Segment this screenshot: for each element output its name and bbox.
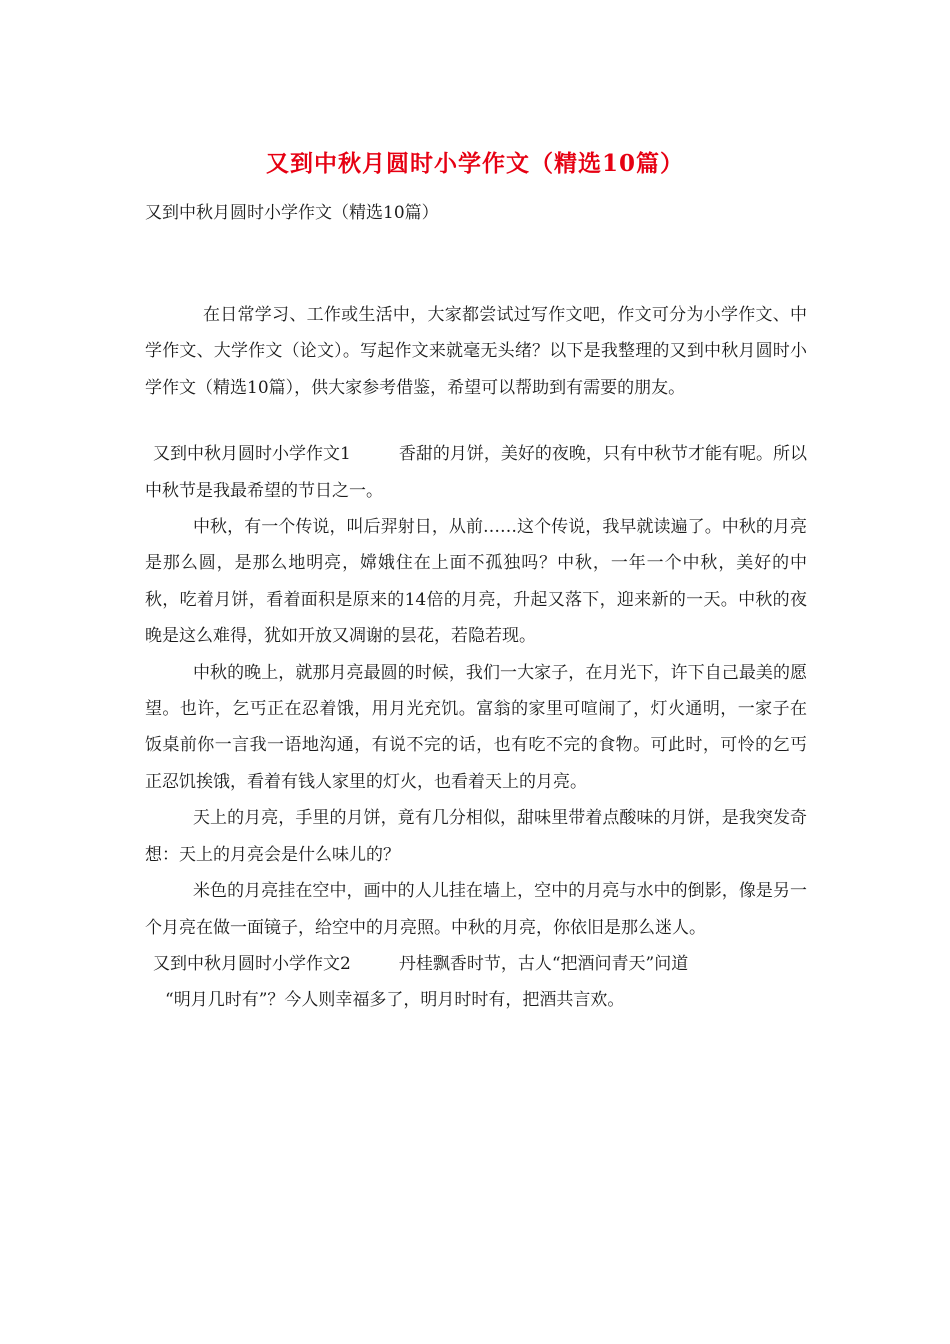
essay1-first-paragraph bbox=[145, 436, 807, 509]
paragraph-gap bbox=[145, 406, 807, 436]
document-body bbox=[145, 297, 807, 1019]
essay1-paragraph: 天上的月亮，手里的月饼，竟有几分相似，甜味里带着点酸味的月饼，是我突发奇想：天上的月亮会是什么味儿的？ bbox=[145, 808, 807, 865]
essay1-heading: 又到中秋月圆时小学作文1 bbox=[153, 444, 351, 465]
essay1-paragraph: 米色的月亮挂在空中，画中的人儿挂在墙上，空中的月亮与水中的倒影，像是另一个月亮在做一面镜子，给空中的月亮照。中秋的月亮，你依旧是那么迷人。 bbox=[145, 881, 807, 938]
essay2-heading: 又到中秋月圆时小学作文2 bbox=[153, 953, 351, 974]
essay1-first-text: 香甜的月饼，美好的夜晚，只有中秋节才能有呢。所以中秋节是我最希望的节日之一。 bbox=[145, 444, 807, 501]
essay2-first-line: 丹桂飘香时节，古人“把酒问青天”问道 bbox=[398, 953, 689, 974]
intro-paragraph: 在日常学习、工作或生活中，大家都尝试过写作文吧，作文可分为小学作文、中学作文、大学作文（论文）。写起作文来就毫无头绪？以下是我整理的又到中秋月圆时小学作文（精选10篇），供大家参考借鉴，希望可以帮助到有需要的朋友。 bbox=[145, 305, 807, 398]
essay1-paragraph: 中秋，有一个传说，叫后羿射日，从前……这个传说，我早就读遍了。中秋的月亮是那么圆，是那么地明亮，嫦娥住在上面不孤独吗？中秋，一年一个中秋，美好的中秋，吃着月饼，看着面积是原来的14倍的月亮，升起又落下，迎来新的一天。中秋的夜晚是这么难得，犹如开放又凋谢的昙花，若隐若现。 bbox=[145, 517, 807, 647]
essay2-second-line: “明月几时有”？今人则幸福多了，明月时时有，把酒共言欢。 bbox=[165, 990, 625, 1011]
essay2-first-paragraph bbox=[145, 946, 807, 1019]
document-title: 又到中秋月圆时小学作文（精选10篇） bbox=[265, 150, 684, 177]
document-subtitle: 又到中秋月圆时小学作文（精选10篇） bbox=[145, 203, 439, 223]
essay1-paragraph: 中秋的晚上，就那月亮最圆的时候，我们一大家子，在月光下，许下自己最美的愿望。也许，乞丐正在忍着饿，用月光充饥。富翁的家里可喧闹了，灯火通明，一家子在饭桌前你一言我一语地沟通，有说不完的话，也有吃不完的食物。可此时，可怜的乞丐正忍饥挨饿，看着有钱人家里的灯火，也看着天上的月亮。 bbox=[145, 662, 807, 792]
